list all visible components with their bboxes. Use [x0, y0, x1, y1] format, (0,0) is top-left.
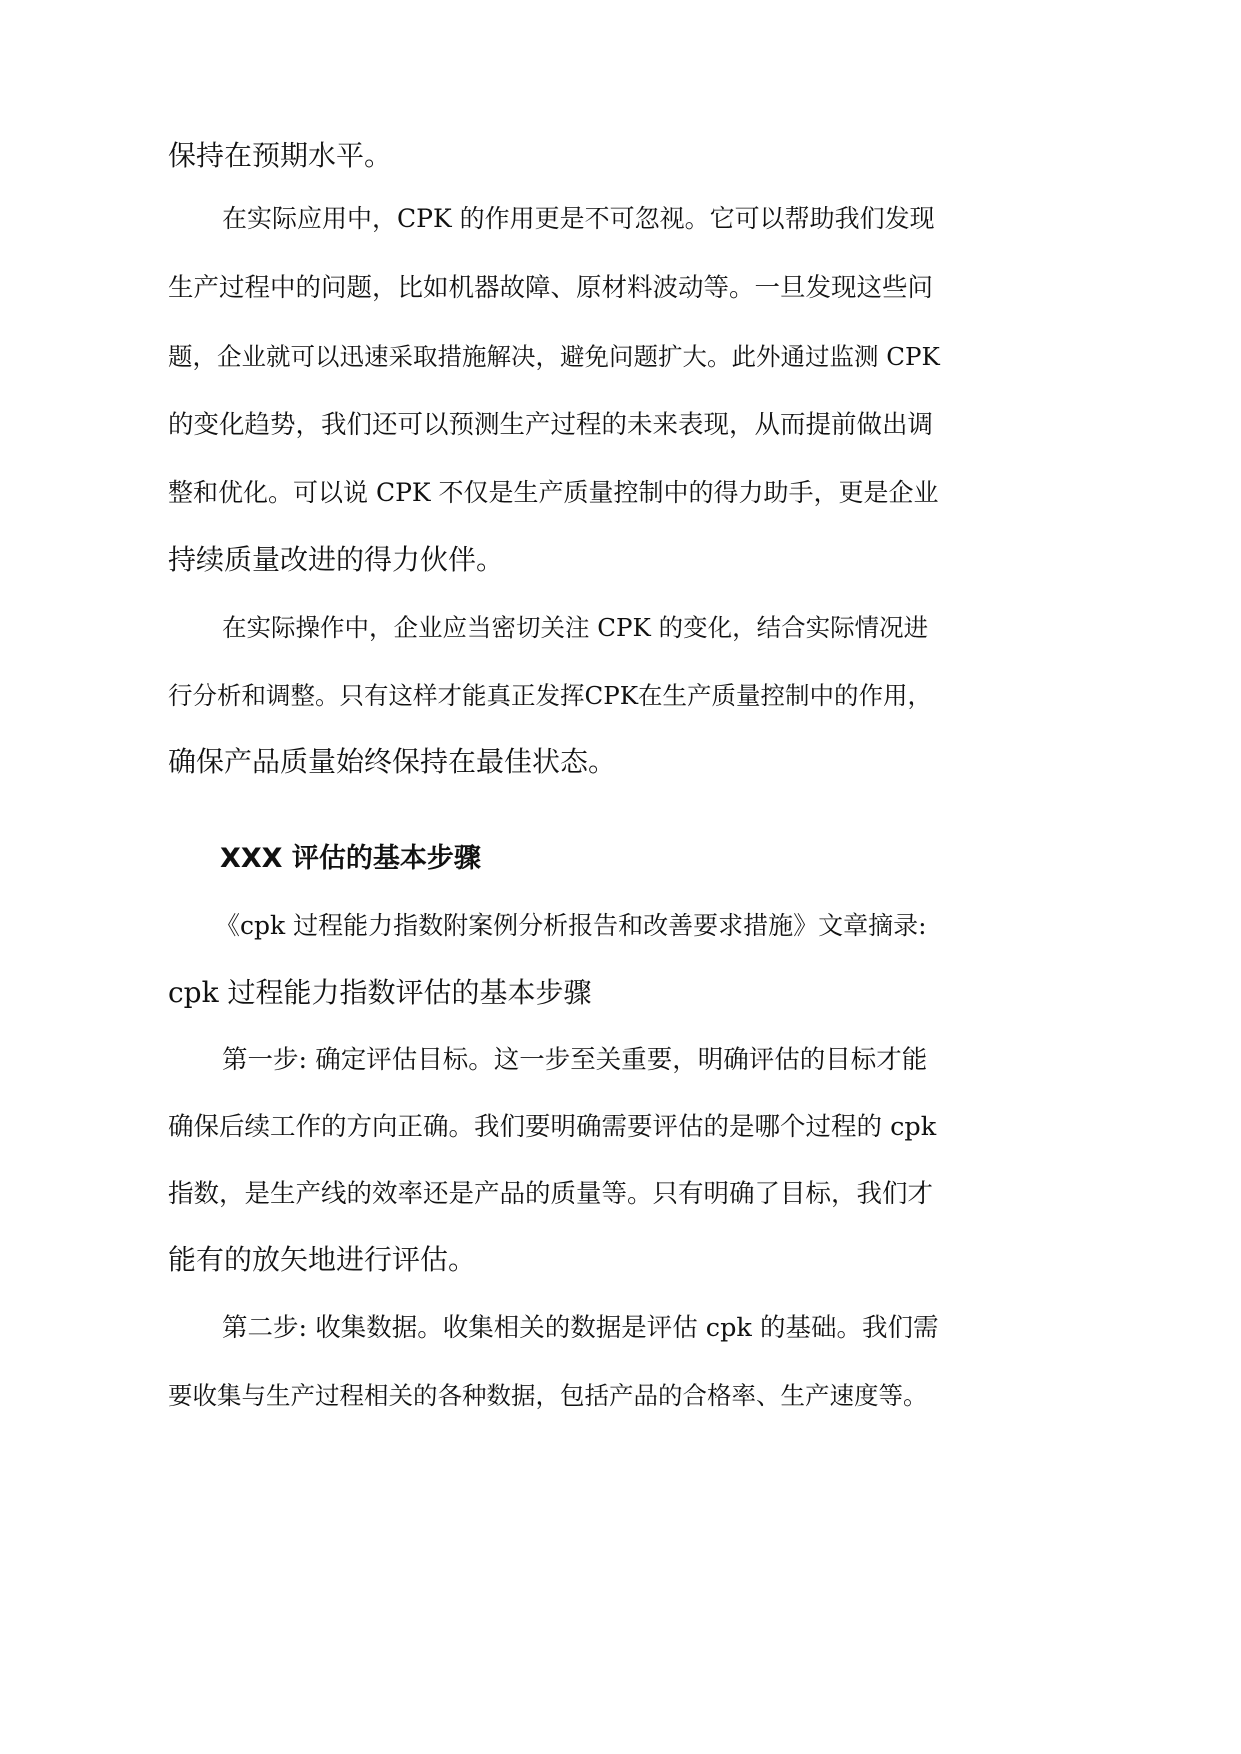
text-line: 确保产品质量始终保持在最佳状态。	[168, 745, 617, 778]
excerpt-title: cpk 过程能力指数评估的基本步骤	[168, 976, 592, 1009]
excerpt-intro: 《cpk 过程能力指数附案例分析报告和改善要求措施》文章摘录:	[215, 911, 927, 940]
text-line: 的变化趋势，我们还可以预测生产过程的未来表现，从而提前做出调	[168, 410, 934, 440]
text-line: 保持在预期水平。	[168, 139, 393, 172]
text-line: 题，企业就可以迅速采取措施解决，避免问题扩大。此外通过监测 CPK	[168, 342, 940, 371]
text-line: 能有的放矢地进行评估。	[168, 1243, 477, 1276]
text-line: 指数，是生产线的效率还是产品的质量等。只有明确了目标，我们才	[168, 1179, 934, 1209]
paragraph-first-line: 第一步: 确定评估目标。这一步至关重要，明确评估的目标才能	[222, 1045, 928, 1075]
text-line: 行分析和调整。只有这样才能真正发挥CPK在生产质量控制中的作用，	[168, 681, 933, 710]
paragraph-first-line: 在实际应用中，CPK 的作用更是不可忽视。它可以帮助我们发现	[222, 204, 935, 233]
text-line: 整和优化。可以说 CPK 不仅是生产质量控制中的得力助手，更是企业	[168, 478, 939, 507]
text-line: 持续质量改进的得力伙伴。	[168, 543, 505, 576]
section-heading: XXX 评估的基本步骤	[220, 843, 481, 874]
text-line: 要收集与生产过程相关的各种数据，包括产品的合格率、生产速度等。	[168, 1381, 928, 1410]
text-line: 生产过程中的问题，比如机器故障、原材料波动等。一旦发现这些问	[168, 273, 934, 303]
paragraph-first-line: 第二步: 收集数据。收集相关的数据是评估 cpk 的基础。我们需	[222, 1313, 939, 1343]
text-line: 确保后续工作的方向正确。我们要明确需要评估的是哪个过程的 cpk	[168, 1112, 937, 1142]
paragraph-first-line: 在实际操作中，企业应当密切关注 CPK 的变化，结合实际情况进	[222, 613, 929, 642]
